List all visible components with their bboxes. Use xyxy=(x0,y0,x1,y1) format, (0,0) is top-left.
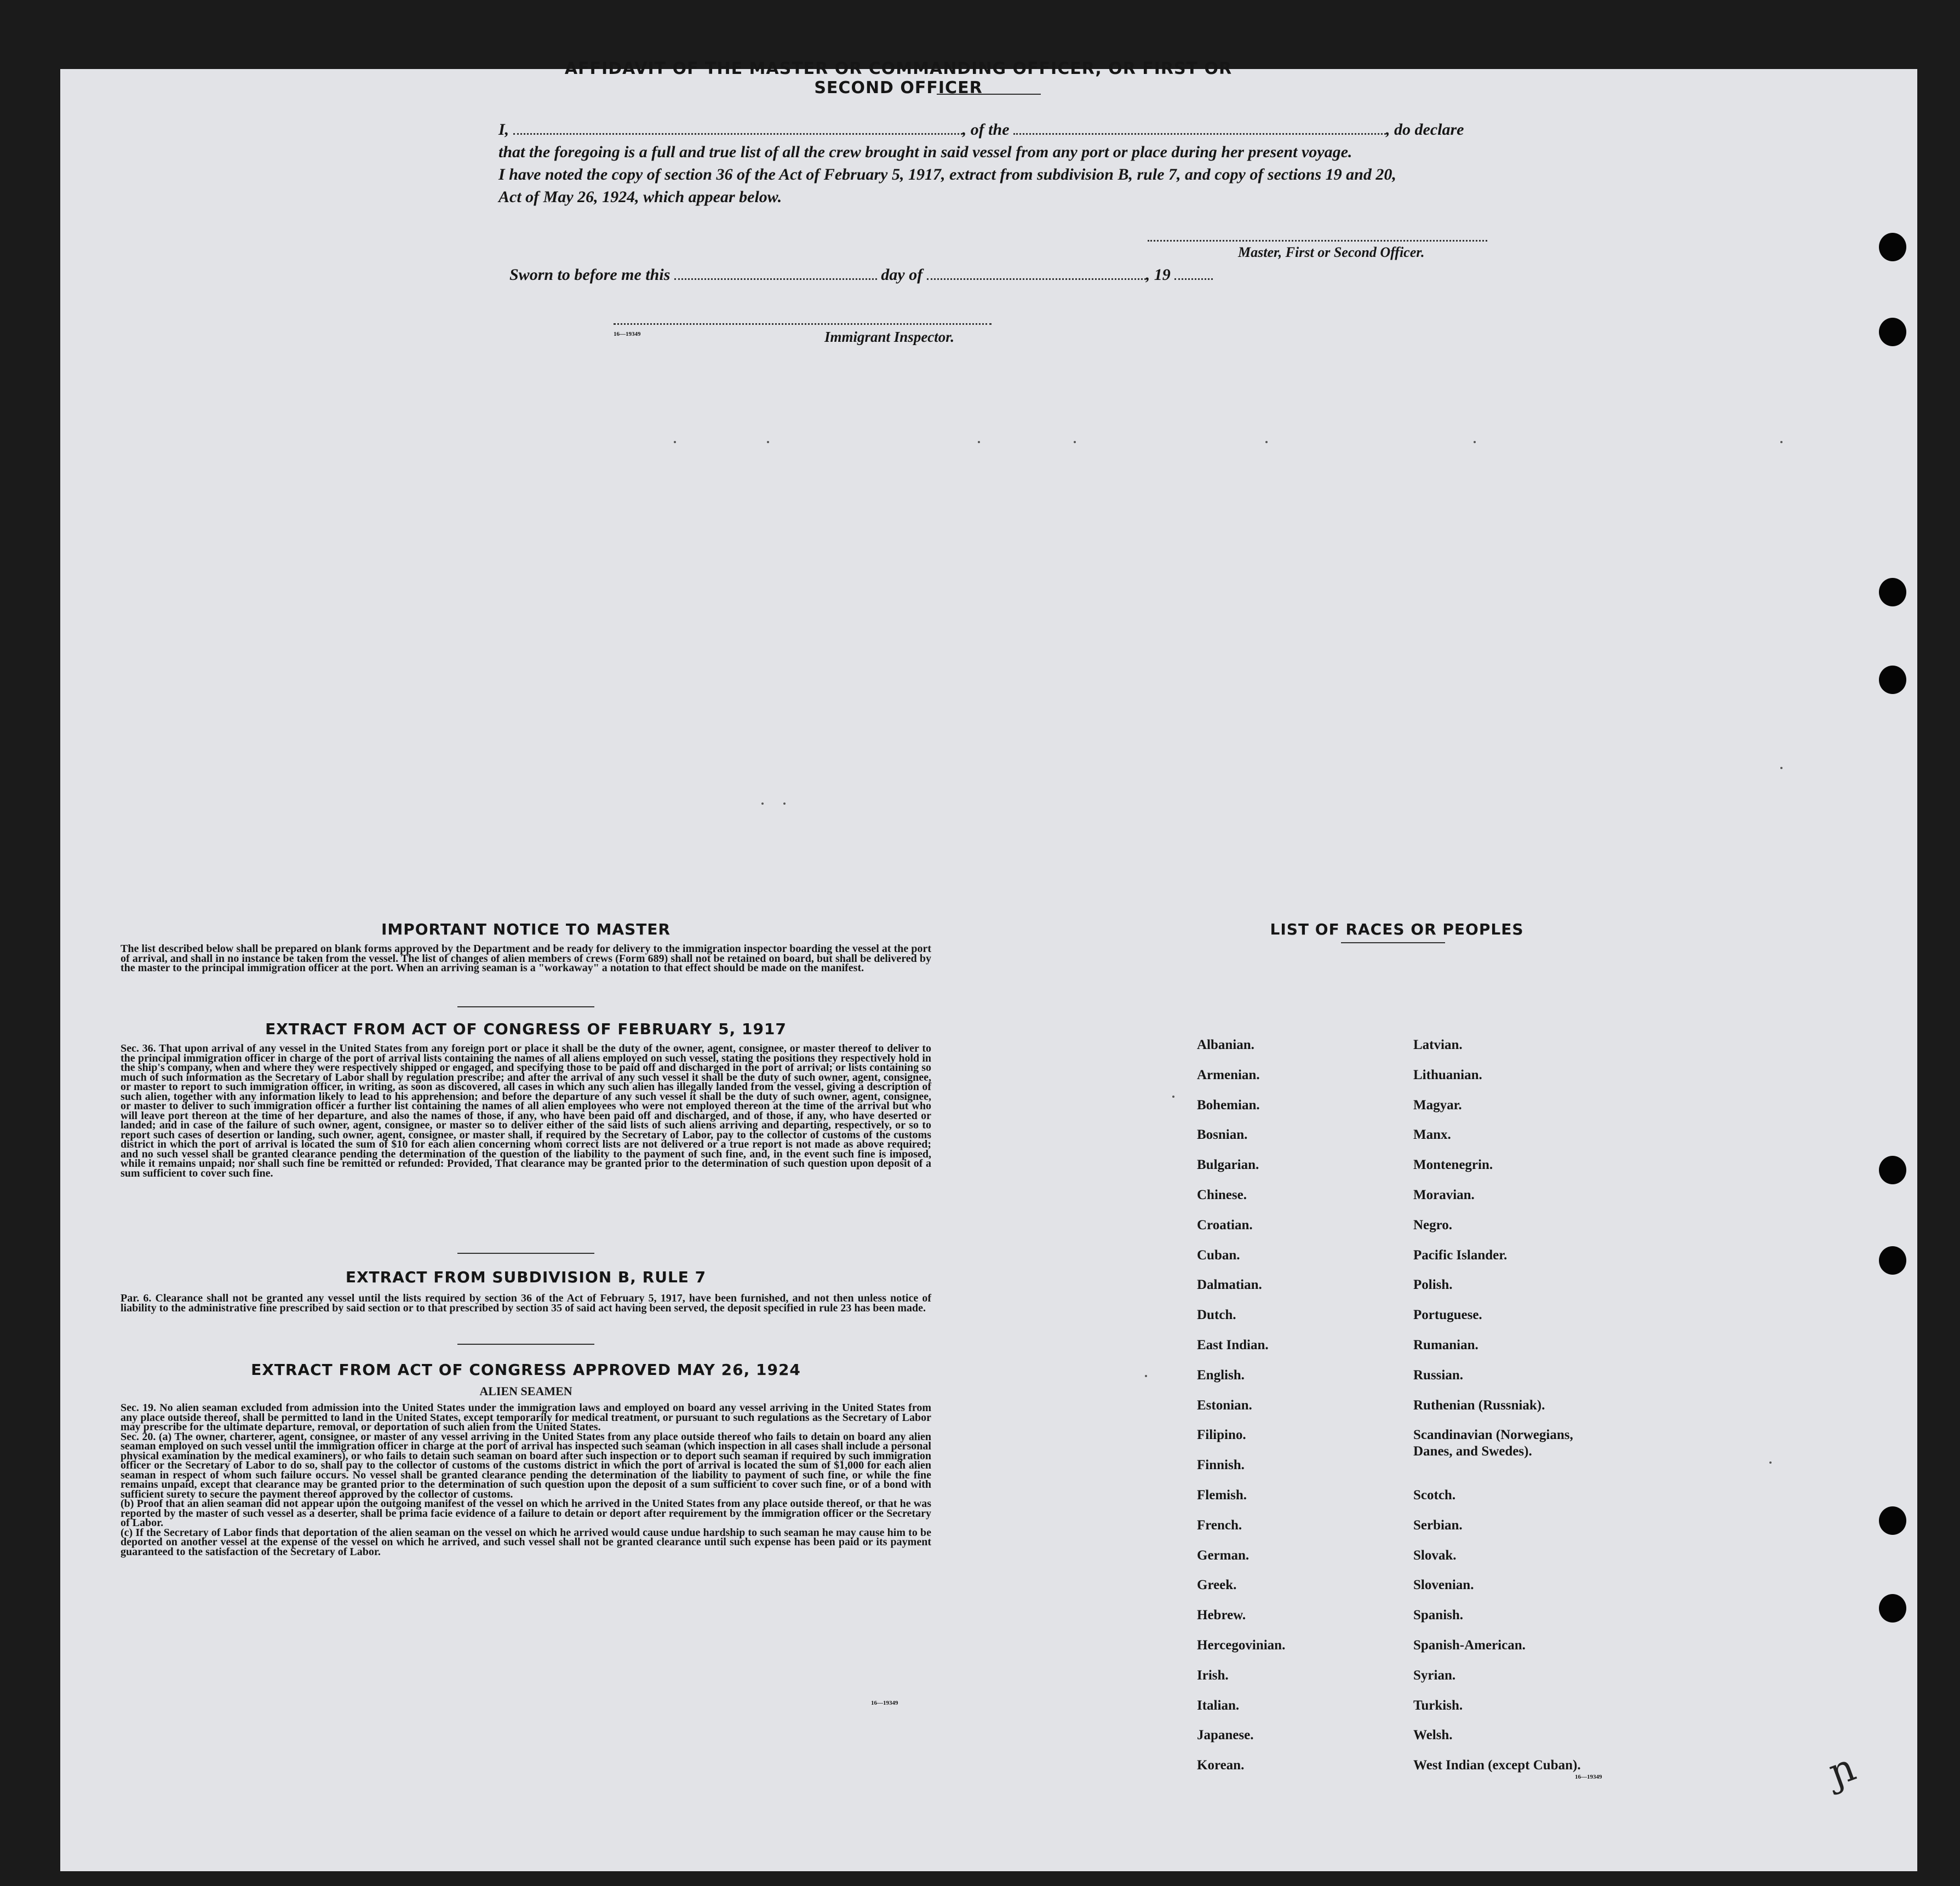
race-item: Dalmatian. xyxy=(1197,1277,1262,1292)
extract-1917-body: Sec. 36. That upon arrival of any vessel in the United States from any foreign port or place it shall be the duty of the owner, agent, consignee, or master thereof to deliver to the principal immigration officer in charge of the port of arrival lists containing the names of all aliens employed on such vessel, stating the positions they respectively hold in the ship's company, when and where they were respectively shipped or engaged, and specifying those to be paid off and discharged in the port of arrival; or lists containing so much of such information as the Secretary of Labor shall by regulation prescribe; and after the arrival of any such vessel it shall be the duty of such owner, agent, consignee, or master to report to such immigration officer, in writing, as soon as discovered, all cases in which any such alien has illegally landed from the vessel, giving a description of such alien, together with any information likely to lead to his apprehension; and before the departure of any such vessel it shall be the duty of such owner, agent, consignee, or master to deliver to such immigration officer a further list containing the names of all alien employees who were not employed thereon at the time of the arrival but who will leave port thereon at the time of her departure, and also the names of those, if any, who have been paid off and discharged, and of those, if any, who have deserted or landed; and in case of the failure of such owner, agent, consignee, or master so to deliver either of the said lists of such aliens arriving and departing, respectively, or so to report such cases of desertion or landing, such owner, agent, consignee, or master shall, if required by the Secretary of Labor, pay to the collector of customs of the customs district in which the port of arrival is located the sum of $10 for each alien concerning whom correct lists are not delivered or a true report is not made as above required; and no such vessel shall be granted clearance pending the determination of the question of the liability to the payment of such fine, and, in the event such fine is imposed, while it remains unpaid; nor shall such fine be remitted or refunded: Provided, That clearance may be granted prior to the determination of such question upon deposit of a sum sufficient to cover such fine. xyxy=(121,1042,931,1179)
race-item: Estonian. xyxy=(1197,1398,1252,1413)
extract-rule7-body: Par. 6. Clearance shall not be granted any vessel until the lists required by section 36 of the Act of February 5, 1917, have been furnished, and not then unless notice of liability to the administrative fine prescribed by said section or to that prescribed by section 35 of said act having been served, the deposit specified in rule 23 has been made. xyxy=(121,1292,931,1314)
punch-hole xyxy=(1879,578,1906,606)
extract-1924-title: EXTRACT FROM ACT OF CONGRESS APPROVED MAY 26, 1924 xyxy=(251,1361,801,1379)
extract-1924-body xyxy=(121,1403,931,1557)
races-title: LIST OF RACES OR PEOPLES xyxy=(1270,920,1524,938)
sec-20b-text: (b) Proof that an alien seaman did not appear upon the outgoing manifest of the vessel on which he arrived in the United States from any place outside thereof, or that he was reported by the master of such vessel as a deserter, shall be prima facie evidence of a failure to detain or deport after requirement by the immigration officer or the Secretary of Labor. xyxy=(121,1498,931,1529)
race-item: Greek. xyxy=(1197,1578,1237,1592)
affidavit-body xyxy=(498,118,1528,208)
race-item: Syrian. xyxy=(1413,1668,1456,1683)
punch-hole xyxy=(1879,318,1906,346)
section-rule xyxy=(457,1006,594,1007)
race-item: Bosnian. xyxy=(1197,1127,1248,1142)
race-item: English. xyxy=(1197,1368,1245,1383)
extract-rule7-title: EXTRACT FROM SUBDIVISION B, RULE 7 xyxy=(345,1268,707,1286)
race-item: Croatian. xyxy=(1197,1218,1253,1233)
stray-dot xyxy=(1145,1375,1147,1377)
inspector-signature-field[interactable] xyxy=(614,323,992,325)
race-item: Rumanian. xyxy=(1413,1338,1478,1352)
section-rule xyxy=(457,1344,594,1345)
stray-dot xyxy=(1780,767,1783,769)
race-item: Portuguese. xyxy=(1413,1308,1482,1322)
stray-dot xyxy=(767,441,769,443)
race-item: Scandinavian (Norwegians, Danes, and Swedes). xyxy=(1413,1428,1573,1459)
race-item: Bulgarian. xyxy=(1197,1157,1259,1172)
race-item: East Indian. xyxy=(1197,1338,1269,1352)
extract-1917-title: EXTRACT FROM ACT OF CONGRESS OF FEBRUARY 5, 1917 xyxy=(265,1020,787,1038)
race-item: Russian. xyxy=(1413,1368,1464,1383)
form-number: 16—19349 xyxy=(871,1700,898,1706)
race-item: Pacific Islander. xyxy=(1413,1248,1508,1263)
sec-19-text: Sec. 19. No alien seaman excluded from admission into the United States under the immigration laws and employed on board any vessel arriving in the United States from any place outside thereof, shall be permitted to land in the United States, except temporarily for medical treatment, or pursuant to such regulations as the Secretary of Labor may prescribe for the ultimate departure, removal, or deportation of such alien from the United States. xyxy=(121,1402,931,1433)
race-item: Spanish-American. xyxy=(1413,1638,1526,1653)
sworn-day-field[interactable] xyxy=(674,266,877,280)
race-item: Slovenian. xyxy=(1413,1578,1474,1592)
race-item: Armenian. xyxy=(1197,1068,1260,1082)
sworn-year-field[interactable] xyxy=(1174,266,1213,280)
race-item: Hercegovinian. xyxy=(1197,1638,1286,1653)
race-item: German. xyxy=(1197,1548,1250,1563)
race-item: Bohemian. xyxy=(1197,1098,1260,1113)
affidavit-line-1: I, , of the , do declare xyxy=(498,121,1464,139)
race-item: Irish. xyxy=(1197,1668,1229,1683)
form-number: 16—19349 xyxy=(614,331,641,337)
race-item: Finnish. xyxy=(1197,1458,1245,1472)
race-item: French. xyxy=(1197,1518,1242,1533)
race-item: Flemish. xyxy=(1197,1488,1247,1503)
race-item: Polish. xyxy=(1413,1277,1453,1292)
race-item: Cuban. xyxy=(1197,1248,1240,1263)
race-item: Latvian. xyxy=(1413,1037,1463,1052)
race-item: Moravian. xyxy=(1413,1188,1475,1202)
race-item: Filipino. xyxy=(1197,1428,1246,1442)
stray-dot xyxy=(1172,1096,1174,1098)
stray-dot xyxy=(978,441,980,443)
stray-dot xyxy=(783,802,786,805)
officer-signature-label: Master, First or Second Officer. xyxy=(1238,244,1425,260)
stray-dot xyxy=(1769,1461,1772,1464)
race-item: Hebrew. xyxy=(1197,1608,1246,1623)
declarant-name-field[interactable] xyxy=(513,121,962,135)
title-rule xyxy=(937,94,1041,95)
punch-hole xyxy=(1879,1594,1906,1623)
stray-dot xyxy=(1780,441,1783,443)
race-item: Turkish. xyxy=(1413,1698,1463,1713)
stray-dot xyxy=(1474,441,1476,443)
punch-hole xyxy=(1879,233,1906,261)
affidavit-line-4: Act of May 26, 1924, which appear below. xyxy=(498,188,782,206)
form-number: 16—19349 xyxy=(1575,1774,1602,1780)
affidavit-title: AFFIDAVIT OF THE MASTER OR COMMANDING OFFICER, OR FIRST OR SECOND OFFICER xyxy=(564,59,1233,98)
race-item: Japanese. xyxy=(1197,1728,1254,1742)
sworn-line: Sworn to before me this day of , 19 xyxy=(509,266,1213,284)
inspector-label: Immigrant Inspector. xyxy=(824,329,955,345)
race-item: Lithuanian. xyxy=(1413,1068,1482,1082)
race-item: Slovak. xyxy=(1413,1548,1457,1563)
sworn-month-field[interactable] xyxy=(927,266,1146,280)
section-rule xyxy=(457,1253,594,1254)
affidavit-line-2: that the foregoing is a full and true list of all the crew brought in said vessel from any port or place during her present voyage. xyxy=(498,143,1352,161)
punch-hole xyxy=(1879,1506,1906,1535)
race-item: Welsh. xyxy=(1413,1728,1453,1742)
officer-signature-field[interactable] xyxy=(1148,240,1487,242)
race-item: Chinese. xyxy=(1197,1188,1247,1202)
notice-title: IMPORTANT NOTICE TO MASTER xyxy=(381,920,671,938)
race-item: Magyar. xyxy=(1413,1098,1462,1113)
vessel-name-field[interactable] xyxy=(1013,121,1386,135)
punch-hole xyxy=(1879,666,1906,694)
punch-hole xyxy=(1879,1156,1906,1184)
stray-dot xyxy=(1074,441,1076,443)
race-item: Negro. xyxy=(1413,1218,1453,1233)
race-item: Serbian. xyxy=(1413,1518,1463,1533)
race-item: Italian. xyxy=(1197,1698,1240,1713)
sec-20a-text: Sec. 20. (a) The owner, charterer, agent, consignee, or master of any vessel arriving in the United States from any place outside thereof who fails to detain on board any alien seaman employed on such vessel until the immigration officer in charge at the port of arrival has inspected such seaman (which inspection in all cases shall include a personal physical examination by the medical examiners), or who fails to detain such seaman on board after such inspection or to deport such seaman if required by such immigration officer or the Secretary of Labor to do so, shall pay to the collector of customs of the customs district in which the port of arrival is located the sum of $1,000 for each alien seaman in respect of whom such failure occurs. No vessel shall be granted clearance pending the determination of the liability to payment of such fine, or while the fine remains unpaid, except that clearance may be granted prior to the determination of such question upon the deposit of a sum sufficient to cover such fine, or of a bond with sufficient surety to secure the payment thereof approved by the collector of customs. xyxy=(121,1430,931,1500)
race-item: Korean. xyxy=(1197,1758,1245,1773)
affidavit-line-3: I have noted the copy of section 36 of the Act of February 5, 1917, extract from subdivision B, rule 7, and copy of sections 19 and 20, xyxy=(498,165,1396,184)
notice-body: The list described below shall be prepared on blank forms approved by the Department and be ready for delivery to the immigration inspector boarding the vessel at the port of arrival, and shall in no instance be taken from the vessel. The list of changes of alien members of crews (Form 689) shall not be retained on board, but shall be delivered by the master to the principal immigration officer at the port. When an arriving seaman is a "workaway" a notation to that effect should be made on the manifest. xyxy=(121,943,931,974)
handwritten-mark: ɲ xyxy=(1823,1744,1861,1796)
punch-hole xyxy=(1879,1246,1906,1275)
race-item: Manx. xyxy=(1413,1127,1451,1142)
stray-dot xyxy=(761,802,764,805)
stray-dot xyxy=(674,441,676,443)
sec-20c-text: (c) If the Secretary of Labor finds that deportation of the alien seaman on the vessel on which he arrived would cause undue hardship to such seaman he may cause him to be deported on another vessel at the expense of the vessel on which he arrived, and such vessel shall not be granted clearance until such expense has been paid or its payment guaranteed to the satisfaction of the Secretary of Labor. xyxy=(121,1526,931,1558)
race-item: Montenegrin. xyxy=(1413,1157,1493,1172)
extract-1924-subtitle: ALIEN SEAMEN xyxy=(479,1384,572,1398)
stray-dot xyxy=(1265,441,1268,443)
race-item: Scotch. xyxy=(1413,1488,1456,1503)
race-item: Dutch. xyxy=(1197,1308,1236,1322)
race-item: Albanian. xyxy=(1197,1037,1254,1052)
race-item: West Indian (except Cuban). xyxy=(1413,1758,1581,1773)
race-item: Ruthenian (Russniak). xyxy=(1413,1398,1545,1413)
race-item: Spanish. xyxy=(1413,1608,1464,1623)
title-rule xyxy=(1341,942,1445,943)
